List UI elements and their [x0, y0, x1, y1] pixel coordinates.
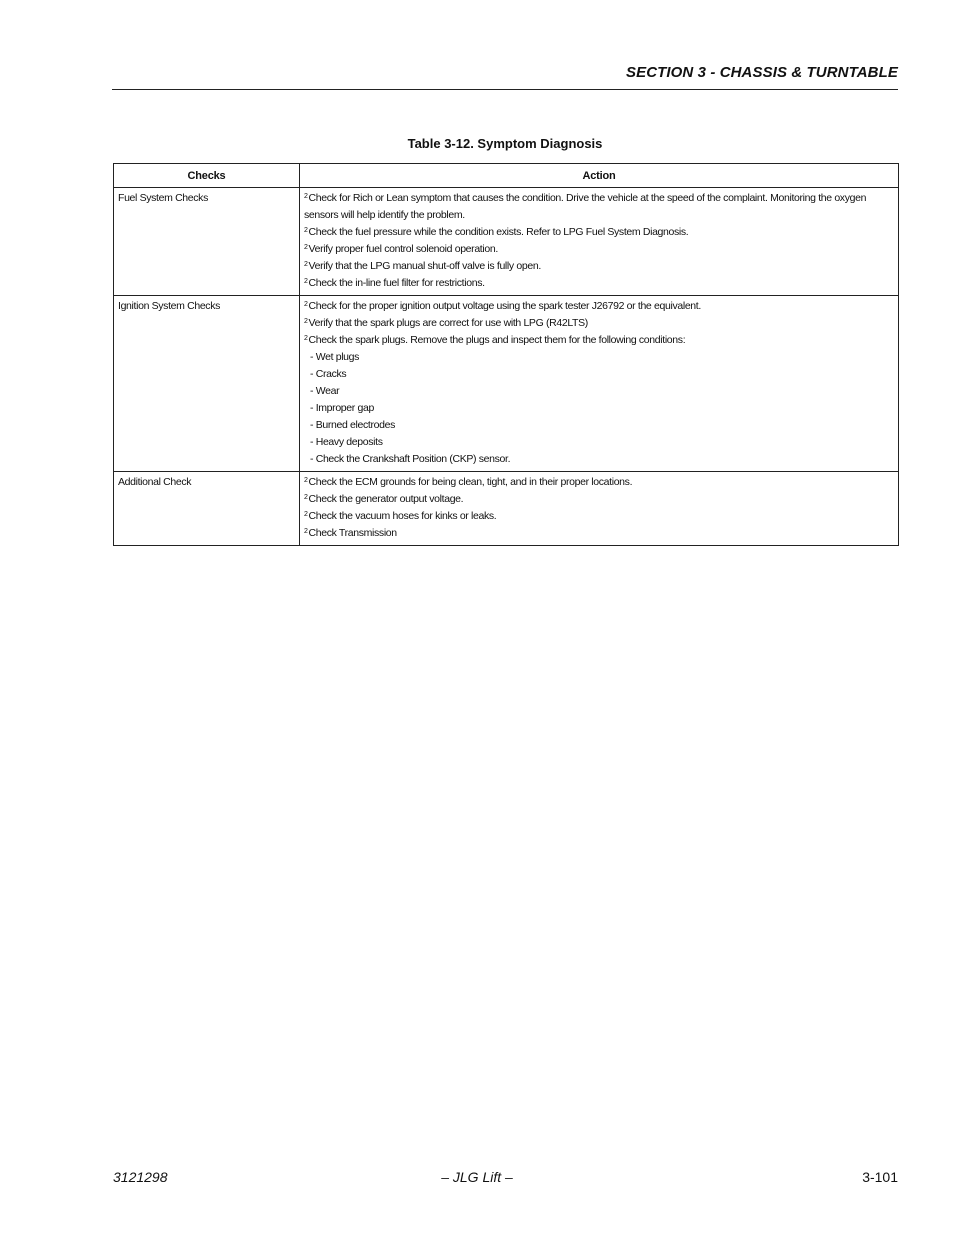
- table-row: [114, 188, 899, 296]
- action-marker: 2: [304, 244, 308, 251]
- action-marker: 2: [304, 278, 308, 285]
- action-text: Check the vacuum hoses for kinks or leaks.: [308, 510, 497, 522]
- check-cell: Fuel System Checks: [114, 188, 300, 296]
- action-text: Check the ECM grounds for being clean, tight, and in their proper locations.: [308, 476, 633, 488]
- action-cell: [300, 472, 899, 546]
- action-item: [304, 190, 894, 224]
- condition-item: - Check the Crankshaft Position (CKP) sensor.: [310, 453, 511, 465]
- condition-item: - Wet plugs: [310, 351, 360, 363]
- action-item: [304, 332, 894, 349]
- action-text: Check the spark plugs. Remove the plugs and inspect them for the following conditions:: [308, 334, 686, 346]
- header-divider: [112, 89, 898, 90]
- action-text: Check Transmission: [308, 527, 397, 539]
- action-text: Check for the proper ignition output voltage using the spark tester J26792 or the equivalent.: [308, 300, 701, 312]
- action-text: Check the fuel pressure while the condition exists. Refer to LPG Fuel System Diagnosis.: [308, 226, 689, 238]
- action-item: [304, 315, 894, 332]
- document-number: 3121298: [113, 1169, 168, 1185]
- column-header-action: Action: [300, 164, 899, 188]
- check-cell: Ignition System Checks: [114, 296, 300, 472]
- action-item: [304, 224, 894, 241]
- condition-item: - Wear: [310, 385, 340, 397]
- action-marker: 2: [304, 227, 308, 234]
- footer-brand: – JLG Lift –: [441, 1169, 513, 1185]
- action-item: [304, 258, 894, 275]
- condition-item: - Burned electrodes: [310, 419, 395, 431]
- action-item: [304, 508, 894, 525]
- action-marker: 2: [304, 261, 308, 268]
- table-header-row: [114, 164, 899, 188]
- action-text: Check the in-line fuel filter for restrictions.: [308, 277, 485, 289]
- action-marker: 2: [304, 477, 308, 484]
- action-marker: 2: [304, 301, 308, 308]
- action-item: [304, 525, 894, 542]
- action-cell: [300, 296, 899, 472]
- condition-item: - Cracks: [310, 368, 347, 380]
- condition-item: - Heavy deposits: [310, 436, 383, 448]
- condition-item: - Improper gap: [310, 402, 374, 414]
- action-cell: [300, 188, 899, 296]
- symptom-diagnosis-table: [113, 163, 899, 546]
- action-marker: 2: [304, 494, 308, 501]
- action-marker: 2: [304, 511, 308, 518]
- action-item: [304, 491, 894, 508]
- action-text: Verify that the LPG manual shut-off valve is fully open.: [308, 260, 541, 272]
- action-item: [304, 298, 894, 315]
- action-marker: 2: [304, 528, 308, 535]
- action-item: [304, 275, 894, 292]
- table-row: [114, 472, 899, 546]
- action-text: Check the generator output voltage.: [308, 493, 464, 505]
- table-row: [114, 296, 899, 472]
- action-item: [304, 474, 894, 491]
- action-text: Check for Rich or Lean symptom that causes the condition. Drive the vehicle at the speed of the complaint. Monitoring the oxygen sensors will help identify the problem.: [304, 192, 867, 221]
- action-marker: 2: [304, 193, 308, 200]
- action-item: [304, 241, 894, 258]
- page-number: 3-101: [862, 1169, 898, 1185]
- section-header: SECTION 3 - CHASSIS & TURNTABLE: [625, 64, 898, 81]
- action-marker: 2: [304, 335, 308, 342]
- column-header-checks: Checks: [114, 164, 300, 188]
- action-text: Verify proper fuel control solenoid operation.: [308, 243, 498, 255]
- action-text: Verify that the spark plugs are correct for use with LPG (R42LTS): [308, 317, 588, 329]
- check-cell: Additional Check: [114, 472, 300, 546]
- table-title: Table 3-12. Symptom Diagnosis: [407, 136, 603, 151]
- action-marker: 2: [304, 318, 308, 325]
